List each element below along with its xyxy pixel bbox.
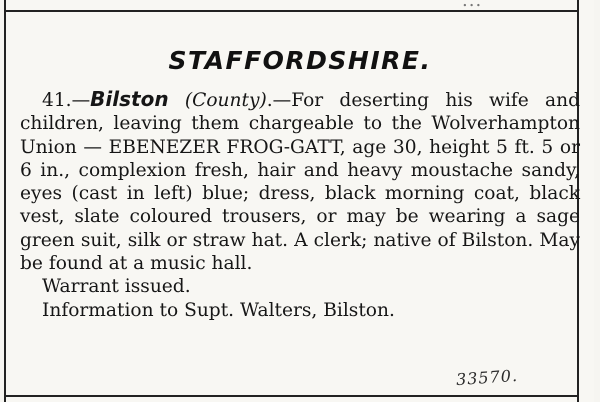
entry-place-qualifier: (County) — [184, 90, 267, 111]
information-line: Information to Supt. Walters, Bilston. — [42, 299, 395, 321]
handwritten-note: 33570. — [455, 365, 519, 390]
cut-off-text: ... — [462, 0, 483, 11]
entry-place: Bilston — [90, 87, 169, 111]
border-top — [4, 10, 579, 12]
entry-body — [20, 88, 580, 322]
section-heading: STAFFORDSHIRE. — [168, 46, 432, 75]
entry-text: .—For deserting his wife and children, leaving them chargeable to the Wolverhampton Union — EBENEZER FROG-GATT, age 30, height 5 ft. 5 or 6 in., complexion fresh, hair and heavy moustache sandy, eyes (cast in left) blue; dress, black morning coat, black vest, slate coloured trousers, or may be wearing a sage green suit, silk or straw hat. A clerk; native of Bilston. May be found at a music hall. — [20, 90, 580, 275]
border-bottom — [4, 395, 579, 397]
entry-paragraph — [20, 88, 580, 275]
warrant-line: Warrant issued. — [42, 276, 191, 298]
entry-number: 41.— — [42, 90, 91, 111]
